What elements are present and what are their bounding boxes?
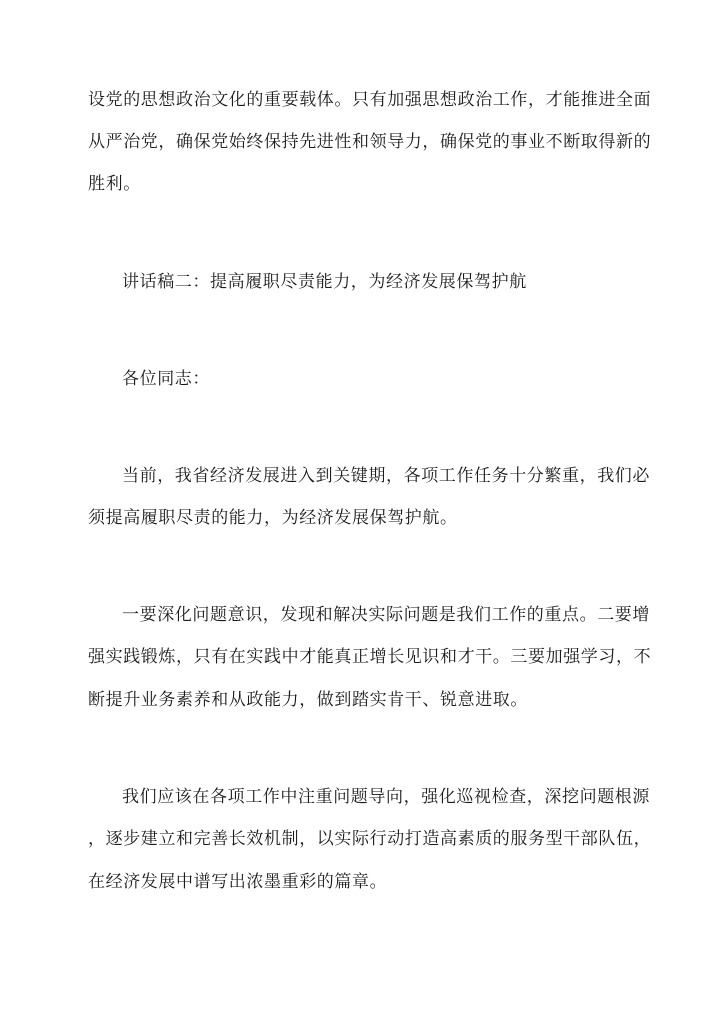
paragraph-line: 在经济发展中谱写出浓墨重彩的篇章。 [88, 872, 388, 892]
paragraph-line: 我们应该在各项工作中注重问题导向，强化巡视检查，深挖问题根源 [122, 787, 650, 807]
paragraph-line: 须提高履职尽责的能力，为经济发展保驾护航。 [88, 508, 458, 528]
paragraph-line: 强实践锻炼，只有在实践中才能真正增长见识和才干。三要加强学习，不 [88, 647, 652, 667]
paragraph-line: 当前，我省经济发展进入到关键期，各项工作任务十分繁重，我们必 [122, 466, 650, 486]
salutation: 各位同志： [122, 369, 210, 389]
speech-heading: 讲话稿二：提高履职尽责能力，为经济发展保驾护航 [122, 272, 527, 292]
paragraph-line: 设党的思想政治文化的重要载体。只有加强思想政治工作，才能推进全面 [88, 90, 652, 110]
paragraph-line: 从严治党，确保党始终保持先进性和领导力，确保党的事业不断取得新的 [88, 132, 652, 152]
paragraph-line: 断提升业务素养和从政能力，做到踏实肯干、锐意进取。 [88, 690, 528, 710]
paragraph-line: 一要深化问题意识，发现和解决实际问题是我们工作的重点。二要增 [122, 605, 650, 625]
paragraph-line: 胜利。 [88, 174, 141, 194]
paragraph-line: ，逐步建立和完善长效机制，以实际行动打造高素质的服务型干部队伍， [88, 829, 652, 849]
